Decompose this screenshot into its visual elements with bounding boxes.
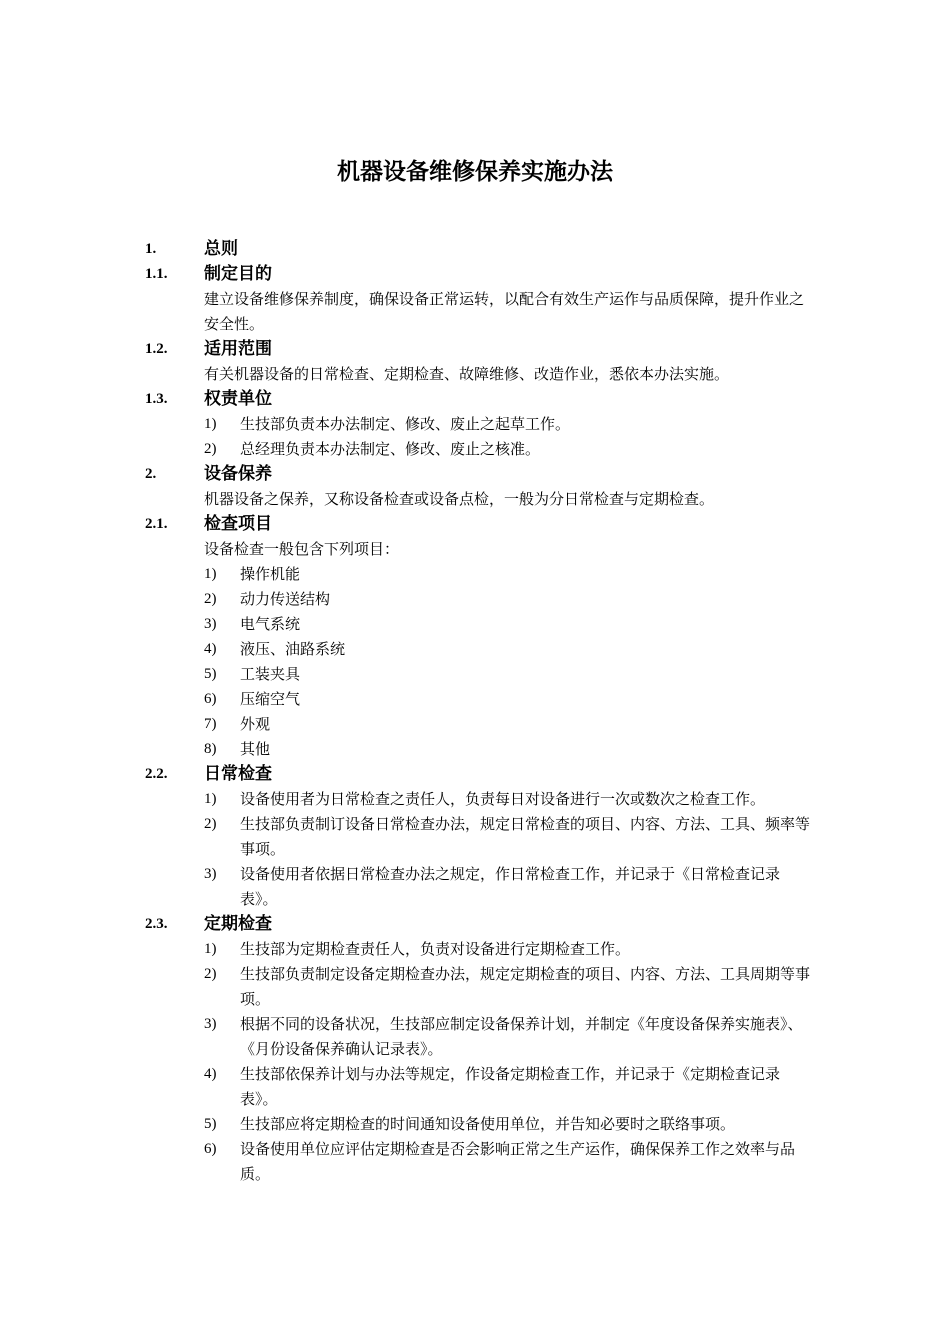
list-item — [204, 637, 815, 662]
subsection-number: 2.2. — [145, 766, 168, 782]
subsection-number: 2.3. — [145, 916, 168, 932]
list-text: 生技部应将定期检查的时间通知设备使用单位，并告知必要时之联络事项。 — [240, 1115, 736, 1133]
list-text: 液压、油路系统 — [240, 640, 346, 658]
list-item — [204, 737, 815, 762]
list-item — [204, 712, 815, 737]
list-text: 动力传送结构 — [240, 590, 331, 608]
subsection-heading — [145, 387, 815, 412]
list-text: 总经理负责本办法制定、修改、废止之核准。 — [240, 440, 541, 458]
section-heading — [145, 462, 815, 487]
list-item — [204, 687, 815, 712]
list-item — [204, 787, 815, 812]
subsection-heading — [145, 337, 815, 362]
subsection-title: 检查项目 — [204, 514, 272, 534]
list-text: 生技部为定期检查责任人，负责对设备进行定期检查工作。 — [240, 940, 631, 958]
list-text: 根据不同的设备状况，生技部应制定设备保养计划，并制定《年度设备保养实施表》、《月份设备保养确认记录表》。 — [240, 1015, 803, 1058]
subsection-number: 1.1. — [145, 266, 168, 282]
list-item — [204, 1062, 815, 1112]
list-number: 1) — [204, 566, 217, 582]
list-number: 2) — [204, 966, 217, 982]
list-number: 2) — [204, 591, 217, 607]
list-text: 工装夹具 — [240, 665, 301, 683]
subsection-title: 定期检查 — [204, 914, 272, 934]
list-item — [204, 612, 815, 637]
list-text: 压缩空气 — [240, 690, 301, 708]
subsection-number: 1.2. — [145, 341, 168, 357]
subsection-title: 制定目的 — [204, 264, 272, 284]
section-title: 总则 — [204, 239, 238, 259]
list-item — [204, 1112, 815, 1137]
list-text: 操作机能 — [240, 565, 301, 583]
subsection-heading — [145, 762, 815, 787]
list-number: 6) — [204, 691, 217, 707]
subsection-number: 2.1. — [145, 516, 168, 532]
list-number: 3) — [204, 1016, 217, 1032]
document-title: 机器设备维修保养实施办法 — [337, 159, 613, 185]
list-item — [204, 862, 815, 912]
list-number: 1) — [204, 791, 217, 807]
list-item — [204, 812, 815, 862]
list-number: 5) — [204, 666, 217, 682]
subsection-title: 适用范围 — [204, 339, 272, 359]
list-text: 设备使用者为日常检查之责任人，负责每日对设备进行一次或数次之检查工作。 — [240, 790, 766, 808]
list-item — [204, 412, 815, 437]
subsection-heading — [145, 912, 815, 937]
subsection-number: 1.3. — [145, 391, 168, 407]
section-number: 2. — [145, 466, 157, 482]
list-number: 6) — [204, 1141, 217, 1157]
list-number: 7) — [204, 716, 217, 732]
list-text: 外观 — [240, 715, 271, 733]
list-item — [204, 1012, 815, 1062]
list-number: 3) — [204, 866, 217, 882]
paragraph: 建立设备维修保养制度，确保设备正常运转，以配合有效生产运作与品质保障，提升作业之安全性。 — [204, 290, 805, 333]
list-text: 设备使用者依据日常检查办法之规定，作日常检查工作，并记录于《日常检查记录表》。 — [240, 865, 781, 908]
list-text: 生技部负责本办法制定、修改、废止之起草工作。 — [240, 415, 571, 433]
list-item — [204, 562, 815, 587]
subsection-title: 日常检查 — [204, 764, 272, 784]
paragraph: 设备检查一般包含下列项目： — [204, 540, 400, 558]
list-number: 3) — [204, 616, 217, 632]
list-item — [204, 587, 815, 612]
paragraph: 机器设备之保养，又称设备检查或设备点检，一般为分日常检查与定期检查。 — [204, 490, 715, 508]
list-item — [204, 662, 815, 687]
list-number: 5) — [204, 1116, 217, 1132]
list-item — [204, 937, 815, 962]
list-item — [204, 962, 815, 1012]
paragraph: 有关机器设备的日常检查、定期检查、故障维修、改造作业，悉依本办法实施。 — [204, 365, 730, 383]
list-number: 2) — [204, 441, 217, 457]
section-number: 1. — [145, 241, 157, 257]
section-title: 设备保养 — [204, 464, 272, 484]
list-text: 电气系统 — [240, 615, 301, 633]
document-body — [145, 237, 815, 1187]
list-number: 8) — [204, 741, 217, 757]
list-number: 2) — [204, 816, 217, 832]
subsection-heading — [145, 262, 815, 287]
list-text: 生技部依保养计划与办法等规定，作设备定期检查工作，并记录于《定期检查记录表》。 — [240, 1065, 781, 1108]
list-text: 设备使用单位应评估定期检查是否会影响正常之生产运作，确保保养工作之效率与品质。 — [240, 1140, 796, 1183]
list-number: 1) — [204, 941, 217, 957]
subsection-title: 权责单位 — [204, 389, 272, 409]
list-text: 生技部负责制定设备定期检查办法，规定定期检查的项目、内容、方法、工具周期等事项。 — [240, 965, 811, 1008]
list-item — [204, 1137, 815, 1187]
list-item — [204, 437, 815, 462]
list-text: 其他 — [240, 740, 271, 758]
list-number: 4) — [204, 1066, 217, 1082]
list-number: 4) — [204, 641, 217, 657]
list-text: 生技部负责制订设备日常检查办法，规定日常检查的项目、内容、方法、工具、频率等事项。 — [240, 815, 811, 858]
list-number: 1) — [204, 416, 217, 432]
section-heading — [145, 237, 815, 262]
subsection-heading — [145, 512, 815, 537]
